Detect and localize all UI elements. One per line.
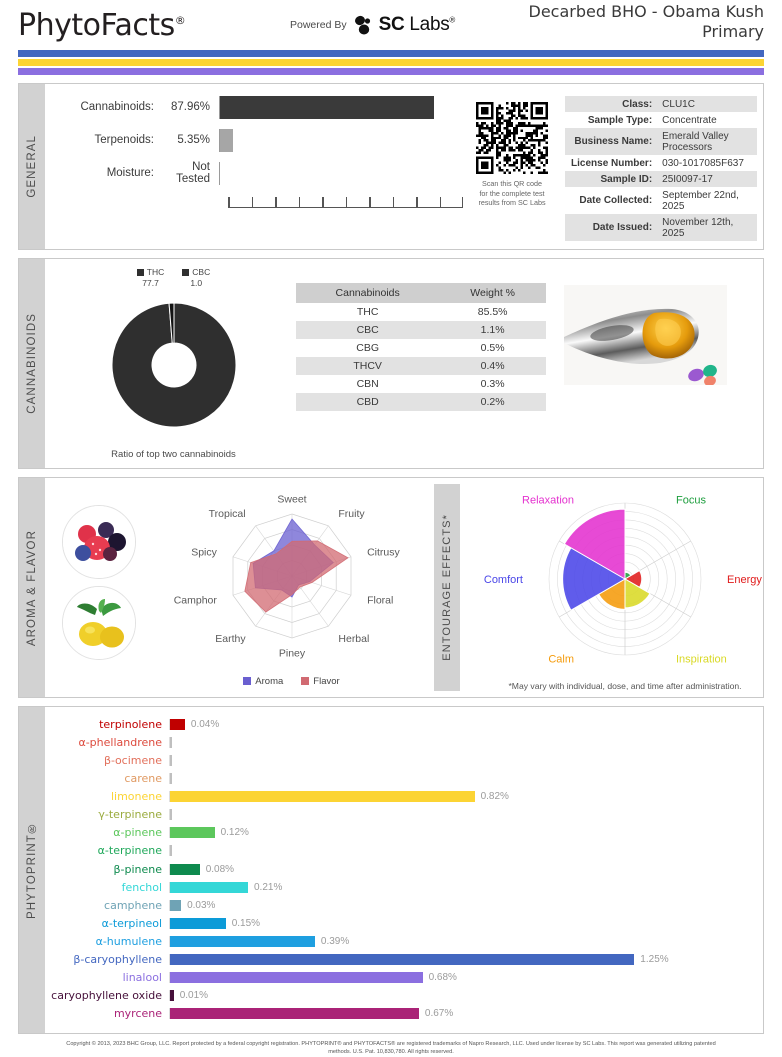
terpene-bar (170, 900, 181, 911)
cannabinoid-name: THCV (353, 360, 382, 372)
table-row (296, 321, 546, 339)
terpene-bar (170, 1008, 419, 1019)
sample-info-row (565, 96, 757, 112)
terpene-row (45, 932, 757, 950)
donut-legend-item (137, 267, 164, 288)
aroma-images (49, 484, 149, 691)
svg-text:Relaxation: Relaxation (522, 494, 574, 507)
cannabinoid-name: THC (356, 306, 379, 318)
general-axis (228, 196, 463, 208)
terpene-row (45, 751, 757, 769)
terpene-bar-zone (169, 936, 757, 947)
qr-caption-line2: for the complete test (479, 188, 545, 198)
svg-text:Tropical: Tropical (208, 508, 246, 521)
terpene-bar-zone (169, 900, 757, 911)
svg-text:Earthy: Earthy (215, 633, 246, 646)
axis-tick (299, 197, 301, 208)
cannabinoid-weight: 1.1% (480, 324, 505, 336)
terpene-bar (170, 936, 315, 947)
brand-registered-mark: ® (174, 13, 186, 27)
cannabinoid-ratio-chart (51, 267, 296, 460)
terpene-label: limonene (110, 790, 162, 804)
terpene-bar-zone (169, 737, 757, 748)
axis-tick (275, 197, 277, 208)
terpene-label: fenchol (121, 880, 162, 894)
terpene-row (45, 860, 757, 878)
axis-tick (322, 197, 324, 208)
col-header-cannabinoids: Cannabinoids (296, 283, 439, 303)
terpene-label: β-caryophyllene (73, 953, 162, 967)
radar-chart (149, 484, 434, 669)
terpene-label: α-phellandrene (78, 735, 162, 749)
legend-swatch (243, 677, 251, 685)
general-row-track (219, 96, 463, 119)
berries-image (62, 505, 136, 579)
legend-value: 77.7 (142, 277, 159, 288)
terpene-row (45, 733, 757, 751)
axis-tick (440, 197, 442, 208)
terpene-value: 0.68% (428, 972, 457, 984)
legend-label: Aroma (255, 676, 284, 688)
qr-caption-line3: results from SC Labs (478, 198, 546, 208)
terpene-row (45, 1005, 757, 1023)
donut-caption: Ratio of top two cannabinoids (111, 449, 236, 461)
aroma-flavor-radar (149, 484, 434, 691)
sample-info-value: 25I0097-17 (662, 173, 713, 185)
svg-text:Fruity: Fruity (338, 508, 365, 521)
terpene-label: carene (124, 772, 162, 786)
donut-legend (51, 267, 296, 288)
terpene-row (45, 806, 757, 824)
sample-info-key: License Number: (571, 157, 653, 169)
general-panel (18, 83, 764, 250)
sample-info-row (565, 214, 757, 241)
general-row-label: Terpenoids: (94, 134, 154, 146)
axis-tick (228, 197, 230, 208)
powered-by-block (290, 14, 455, 36)
terpene-label: terpinolene (99, 717, 162, 731)
cannabinoids-table (296, 283, 546, 411)
general-row-label: Cannabinoids: (80, 101, 154, 113)
footer-copyright: Copyright © 2013, 2023 BHC Group, LLC. Report protected by a federal copyright registration. PHYTOPRINT® and PHYTOFACTS® are registered trademarks of Napro Research, LLC. Used under license by SC Labs. This report was generated utilizing patented methods. U.S. Pat. 10,830,780. All rights reserved. (66, 1040, 716, 1056)
svg-text:Piney: Piney (278, 647, 306, 660)
sample-info-key: Date Collected: (579, 195, 653, 206)
cannabinoid-weight: 0.5% (480, 342, 505, 354)
terpene-bar-zone (169, 972, 757, 983)
axis-tick (416, 197, 418, 208)
terpene-label: α-humulene (95, 934, 162, 948)
table-row (296, 375, 546, 393)
terpene-bar-zone (169, 990, 757, 1001)
qr-caption (463, 179, 561, 208)
cannabinoid-name: CBD (356, 396, 379, 408)
sample-info-block (561, 94, 757, 241)
terpene-row (45, 824, 757, 842)
cannabinoid-name: CBN (356, 378, 379, 390)
sc-labs-wordmark: SC Labs® (378, 14, 456, 35)
sample-info-key: Sample ID: (600, 173, 653, 185)
terpene-bar (170, 755, 172, 766)
legend-swatch (182, 269, 189, 276)
axis-tick (369, 197, 371, 208)
terpene-bar-zone (169, 791, 757, 802)
terpene-bar-zone (169, 954, 757, 965)
terpene-bar-zone (169, 755, 757, 766)
terpene-row (45, 878, 757, 896)
terpene-row (45, 788, 757, 806)
terpene-bar (170, 990, 174, 1001)
svg-text:Energy: Energy (727, 574, 762, 587)
general-row (51, 94, 463, 120)
general-bars (51, 94, 463, 241)
general-row-label: Moisture: (106, 167, 154, 179)
terpene-bar-zone (169, 809, 757, 820)
phytoprint-section-label: PHYTOPRINT® (19, 707, 45, 1033)
terpene-label: myrcene (113, 1007, 162, 1021)
col-header-weight: Weight % (439, 283, 546, 303)
legend-value: 1.0 (190, 277, 203, 288)
terpene-bar-zone (169, 882, 757, 893)
general-row-value: 5.35% (177, 134, 210, 146)
entourage-effects-chart (460, 484, 782, 691)
terpene-bar (170, 972, 423, 983)
terpene-value: 0.67% (424, 1008, 454, 1020)
terpene-value: 0.04% (190, 718, 220, 730)
terpene-value: 1.25% (640, 954, 669, 966)
svg-text:Citrusy: Citrusy (367, 546, 400, 559)
svg-text:Calm: Calm (548, 653, 574, 666)
terpene-value: 0.03% (187, 899, 216, 911)
axis-tick (252, 197, 254, 208)
entourage-note: *May vary with individual, dose, and time after administration. (508, 681, 742, 692)
lemons-icon (63, 587, 136, 660)
concentrate-dab-image (564, 285, 727, 385)
svg-text:Sweet: Sweet (277, 493, 307, 506)
qr-code[interactable] (476, 102, 548, 174)
sc-labs-mark-icon (353, 15, 375, 35)
terpene-bar (170, 719, 185, 730)
table-row (296, 357, 546, 375)
terpene-bar (170, 809, 172, 820)
terpene-value: 0.01% (179, 990, 209, 1002)
sample-info-row (565, 128, 757, 155)
aroma-entourage-panel (18, 477, 764, 698)
donut-chart (99, 290, 249, 440)
terpene-bar (170, 773, 172, 784)
terpene-row (45, 914, 757, 932)
terpene-bar (170, 737, 172, 748)
svg-text:Herbal: Herbal (338, 633, 370, 646)
general-row-value: 87.96% (170, 101, 210, 113)
sample-info-value: 030-1017085F637 (662, 157, 744, 169)
sample-info-row (565, 187, 757, 214)
sample-info-value: Concentrate (662, 114, 717, 126)
cannabinoid-name: CBG (356, 342, 380, 354)
svg-text:Comfort: Comfort (483, 574, 523, 587)
terpene-bar (170, 954, 634, 965)
donut-legend-item (182, 267, 210, 288)
terpene-label: linalool (122, 971, 162, 985)
cannabinoid-weight: 85.5% (477, 306, 508, 318)
cannabinoid-weight: 0.3% (480, 378, 505, 390)
terpene-label: α-terpinene (97, 844, 162, 858)
product-photo (564, 285, 727, 385)
sample-title-line2: Primary (702, 22, 764, 41)
svg-text:Floral: Floral (367, 594, 394, 607)
lemons-image (62, 586, 136, 660)
legend-label: Flavor (313, 676, 340, 688)
sample-info-key: Date Issued: (592, 222, 653, 233)
general-row-bar (220, 129, 233, 152)
terpene-label: β-ocimene (103, 753, 162, 767)
stripe-purple (18, 68, 764, 75)
terpene-value: 0.39% (320, 935, 350, 947)
sample-title-line1: Decarbed BHO - Obama Kush (528, 2, 764, 21)
qr-caption-line1: Scan this QR code (482, 179, 542, 188)
axis-tick (346, 197, 348, 208)
stripe-yellow (18, 59, 764, 66)
entourage-wheel (460, 484, 782, 674)
terpene-bar-zone (169, 827, 757, 838)
terpene-value: 0.12% (220, 827, 249, 839)
cannabinoid-name: CBC (356, 324, 379, 336)
qr-block (463, 94, 561, 241)
general-row (51, 160, 463, 186)
terpene-bar-zone (169, 845, 757, 856)
terpene-label: caryophyllene oxide (51, 989, 162, 1003)
sample-info-key: Class: (622, 98, 653, 110)
terpene-value: 0.15% (231, 917, 261, 929)
table-row (296, 339, 546, 357)
terpene-bar (170, 882, 248, 893)
terpene-bar (170, 845, 172, 856)
radar-legend (149, 676, 434, 687)
terpene-value: 0.08% (205, 863, 235, 875)
table-row (296, 303, 546, 321)
sample-info-value: November 12th, 2025 (662, 216, 734, 239)
phytofacts-logo (18, 8, 185, 43)
cannabinoid-weight: 0.4% (480, 360, 505, 372)
general-section-label: GENERAL (19, 84, 45, 249)
sample-info-key: Sample Type: (587, 114, 653, 126)
terpene-label: α-terpineol (101, 916, 162, 930)
terpene-value: 0.21% (254, 881, 283, 893)
general-row-track (219, 129, 463, 152)
terpene-bar-zone (169, 918, 757, 929)
legend-swatch (301, 677, 309, 685)
terpene-bar (170, 864, 200, 875)
legend-swatch (137, 269, 144, 276)
terpene-row (45, 969, 757, 987)
svg-text:Inspiration: Inspiration (676, 653, 727, 666)
terpene-value: 0.82% (480, 791, 509, 803)
axis-tick (393, 197, 395, 208)
terpene-row (45, 770, 757, 788)
powered-by-label: Powered By (290, 19, 347, 31)
terpene-bar-zone (169, 864, 757, 875)
terpene-bar-zone (169, 719, 757, 730)
report-header (18, 0, 764, 46)
terpene-bar (170, 918, 226, 929)
terpene-row (45, 842, 757, 860)
terpene-row (45, 715, 757, 733)
general-row-track (219, 162, 463, 185)
stripe-blue (18, 50, 764, 57)
terpene-label: camphene (104, 898, 162, 912)
svg-text:Camphor: Camphor (173, 594, 217, 607)
sample-info-table (565, 96, 757, 241)
sample-info-key: Business Name: (574, 136, 653, 147)
terpene-label: β-pinene (113, 862, 162, 876)
phytoprint-panel (18, 706, 764, 1034)
general-row (51, 127, 463, 153)
aroma-flavor-section-label: AROMA & FLAVOR (19, 478, 45, 697)
sample-info-value: Emerald Valley Processors (662, 130, 729, 153)
svg-text:Spicy: Spicy (191, 546, 217, 559)
table-header-row (296, 283, 546, 303)
radar-legend-item (243, 676, 283, 687)
terpene-label: γ-terpinene (98, 808, 162, 822)
sample-info-row (565, 112, 757, 128)
sc-labs-logo (353, 14, 455, 36)
terpene-label: α-pinene (113, 826, 162, 840)
cannabinoids-panel (18, 258, 764, 469)
terpene-row (45, 950, 757, 968)
cannabinoid-weight: 0.2% (480, 396, 505, 408)
terpene-bar-zone (169, 773, 757, 784)
brand-name: PhytoFacts (18, 7, 175, 43)
svg-text:Focus: Focus (676, 494, 706, 507)
sample-title (529, 2, 764, 42)
sample-info-row (565, 155, 757, 171)
terpene-row (45, 896, 757, 914)
terpene-bar (170, 791, 475, 802)
berries-icon (63, 506, 136, 579)
radar-legend-item (301, 676, 339, 687)
color-stripes (18, 50, 764, 75)
sample-info-row (565, 171, 757, 187)
sample-info-value: CLU1C (662, 98, 695, 110)
legend-label: THC (146, 267, 165, 277)
cannabinoids-section-label: CANNABINOIDS (19, 259, 45, 468)
general-row-bar (220, 96, 434, 119)
table-row (296, 393, 546, 411)
terpene-bar (170, 827, 215, 838)
general-row-value: Not Tested (176, 161, 210, 185)
sample-info-value: September 22nd, 2025 (662, 189, 739, 212)
terpene-bar-zone (169, 1008, 757, 1019)
entourage-section-label: ENTOURAGE EFFECTS* (434, 484, 460, 691)
axis-tick (462, 197, 464, 208)
legend-label: CBC (192, 267, 211, 277)
terpene-row (45, 987, 757, 1005)
